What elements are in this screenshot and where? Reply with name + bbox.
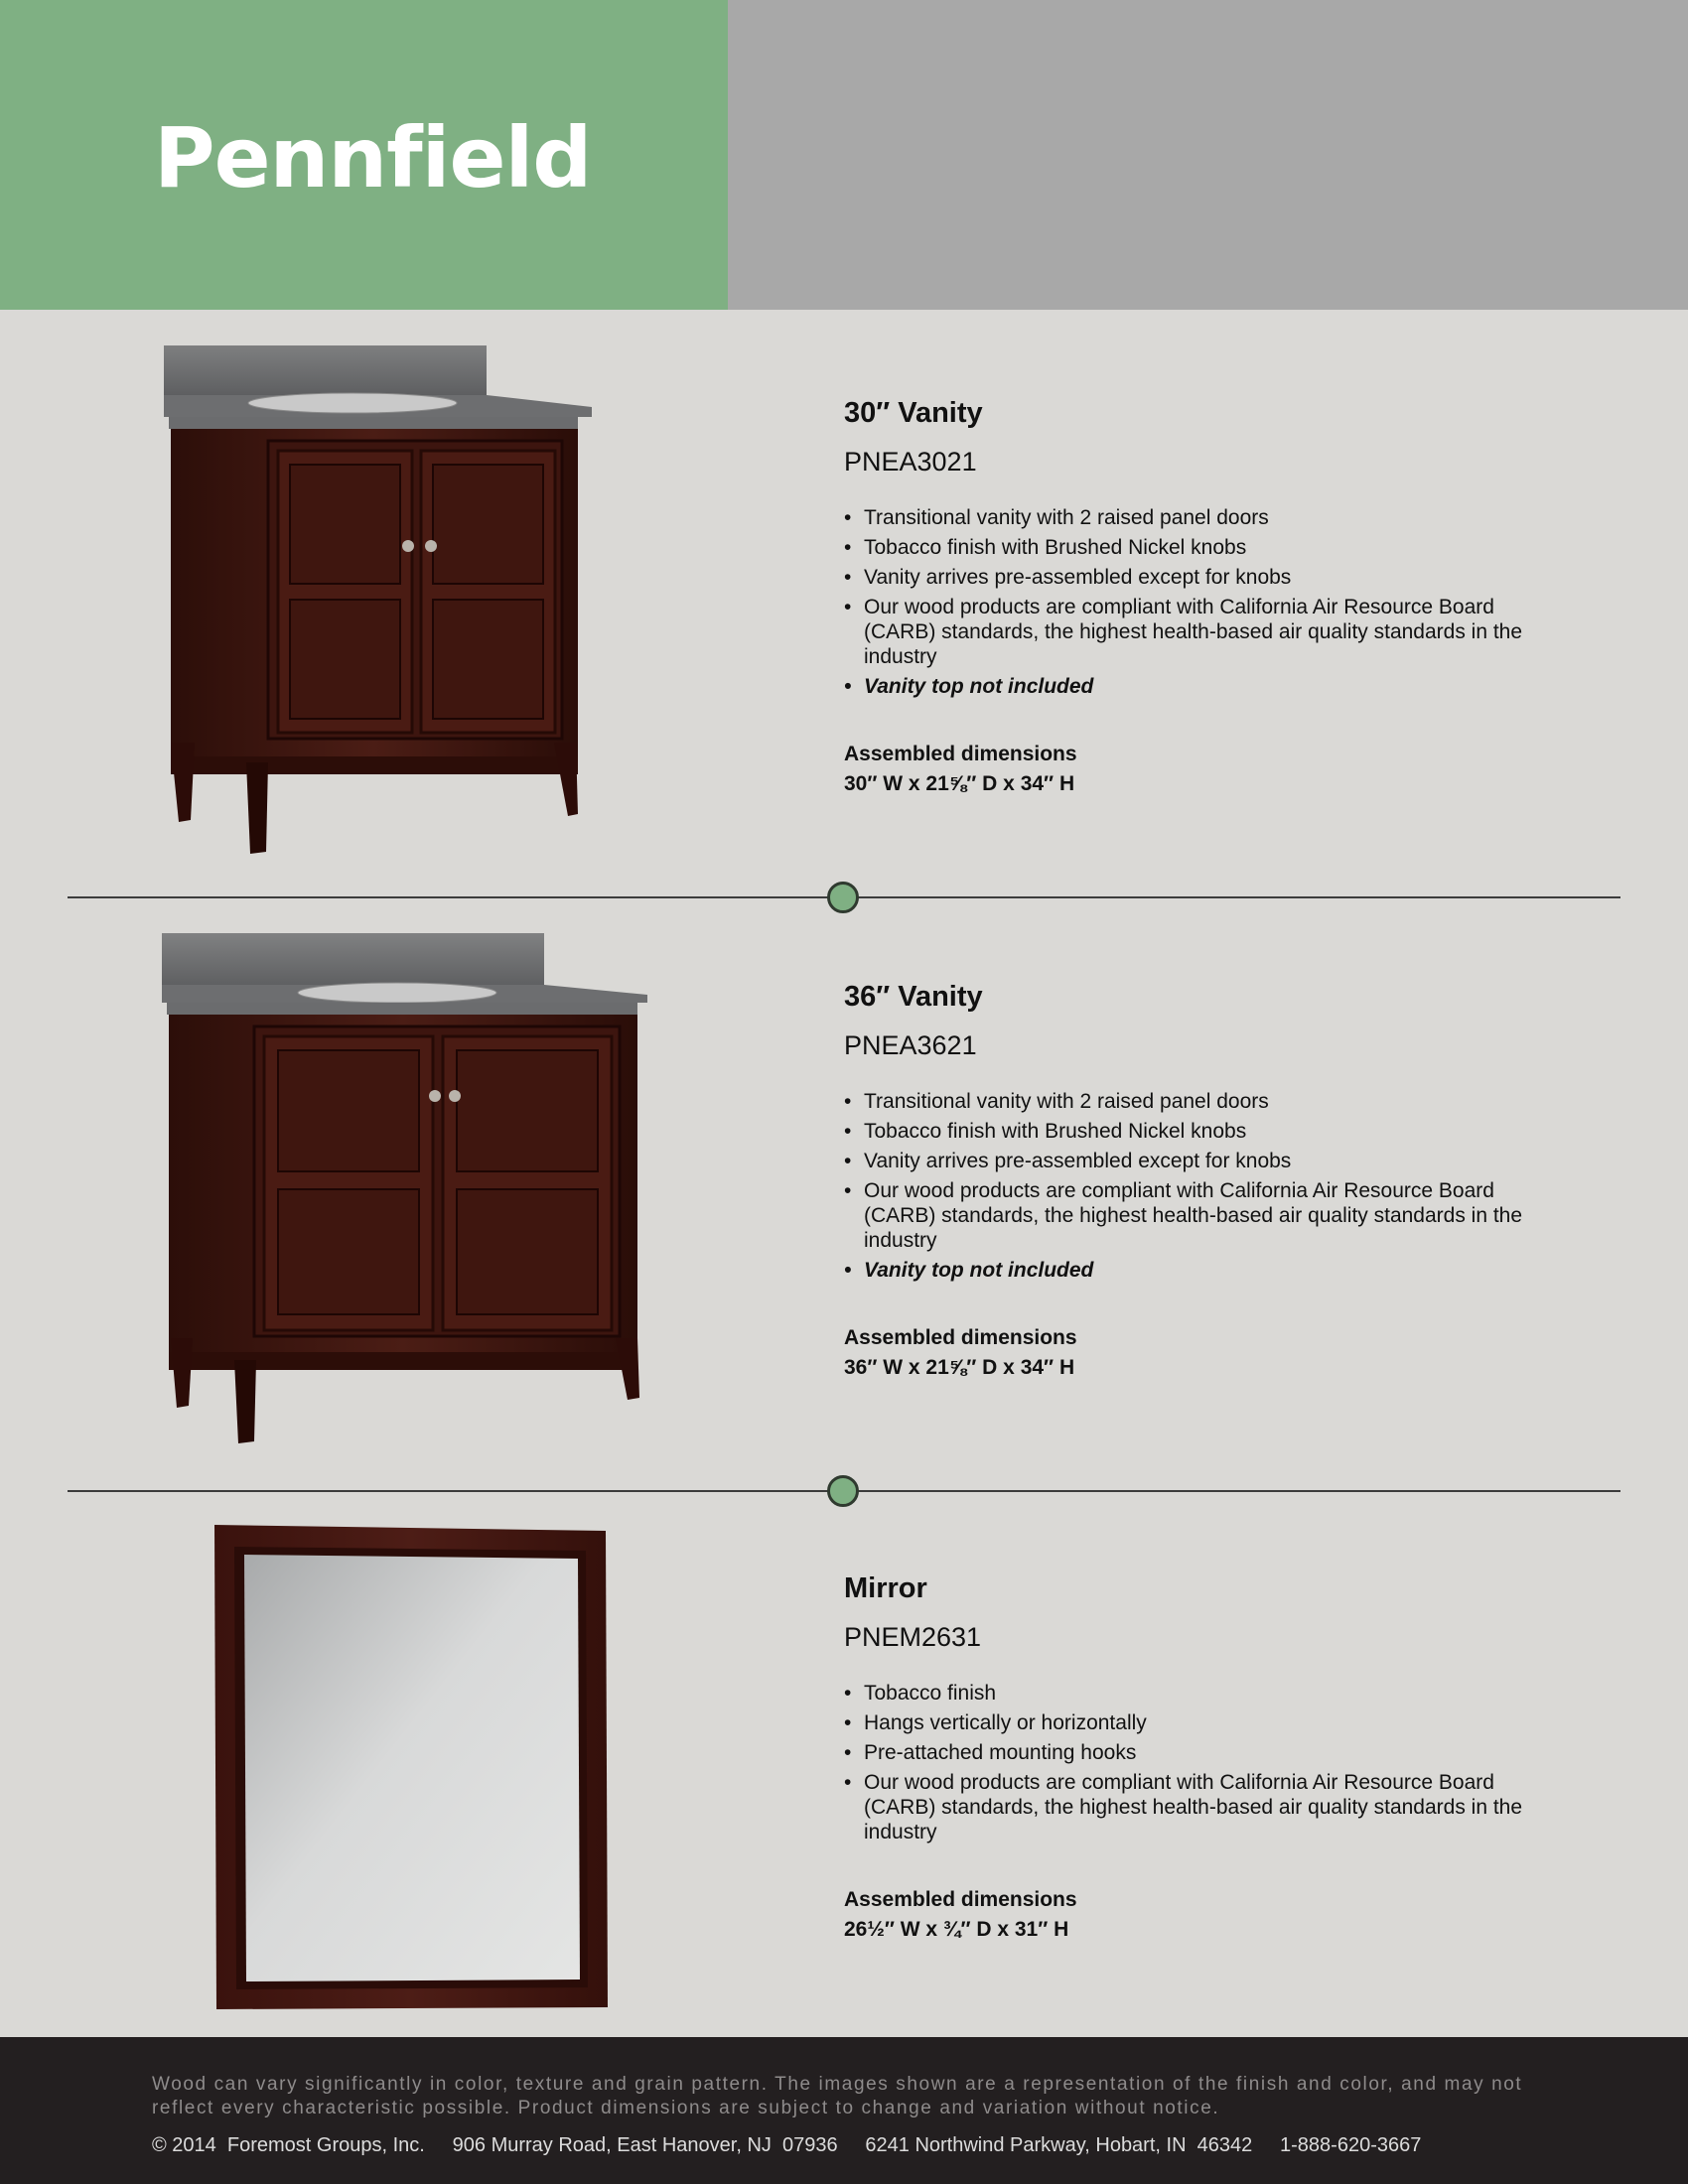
brand-title: Pennfield xyxy=(154,109,592,206)
feature-item: • Transitional vanity with 2 raised panel doors xyxy=(844,1089,1559,1114)
product-sku: PNEM2631 xyxy=(844,1622,982,1652)
header-banner xyxy=(0,0,1688,310)
product-title: 36″ Vanity xyxy=(844,981,983,1013)
divider-dot-icon xyxy=(827,882,859,913)
feature-item: • Our wood products are compliant with California Air Resource Board (CARB) standards, the highest health-based air quality standards in the industry xyxy=(844,1178,1559,1253)
feature-item: • Pre-attached mounting hooks xyxy=(844,1740,1559,1765)
footer-contact: © 2014 Foremost Groups, Inc. 906 Murray Road, East Hanover, NJ 07936 6241 Northwind Parkway, Hobart, IN 46342 1-888-620-3667 xyxy=(152,2134,1422,2156)
vanity-30-image xyxy=(159,345,596,872)
footer-disclaimer: Wood can vary significantly in color, texture and grain pattern. The images shown are a representation of the finish and color, and may not reflect every characteristic possible. Product dimensions are subject to change and variation without notice. xyxy=(152,2074,1523,2118)
feature-item: • Hangs vertically or horizontally xyxy=(844,1710,1559,1735)
feature-item: • Tobacco finish with Brushed Nickel knobs xyxy=(844,1119,1559,1144)
header-grey-panel xyxy=(728,0,1688,310)
feature-item: • Tobacco finish with Brushed Nickel knobs xyxy=(844,535,1559,560)
feature-list xyxy=(844,1089,1559,1283)
feature-list xyxy=(844,1681,1559,1844)
feature-item: • Vanity arrives pre-assembled except for knobs xyxy=(844,1149,1559,1173)
product-info xyxy=(844,397,1559,796)
dimensions-label: Assembled dimensions xyxy=(844,1326,1077,1349)
product-info xyxy=(844,1572,1559,1942)
dimensions-value: 30″ W x 21⅝″ D x 34″ H xyxy=(844,772,1075,795)
feature-item-note: • Vanity top not included xyxy=(844,1258,1559,1283)
feature-item: • Vanity arrives pre-assembled except for knobs xyxy=(844,565,1559,590)
footer xyxy=(0,2037,1688,2184)
dimensions-label: Assembled dimensions xyxy=(844,1888,1077,1911)
mirror-image xyxy=(212,1525,610,2011)
vanity-36-image xyxy=(159,933,655,1449)
feature-item: • Our wood products are compliant with California Air Resource Board (CARB) standards, the highest health-based air quality standards in the industry xyxy=(844,595,1559,669)
feature-list xyxy=(844,505,1559,699)
divider-dot-icon xyxy=(827,1475,859,1507)
product-title: Mirror xyxy=(844,1572,927,1604)
product-sku: PNEA3621 xyxy=(844,1030,977,1060)
product-sku: PNEA3021 xyxy=(844,447,977,477)
product-info xyxy=(844,981,1559,1380)
feature-item: • Our wood products are compliant with California Air Resource Board (CARB) standards, the highest health-based air quality standards in the industry xyxy=(844,1770,1559,1844)
dimensions-value: 36″ W x 21⅝″ D x 34″ H xyxy=(844,1356,1075,1379)
feature-item-note: • Vanity top not included xyxy=(844,674,1559,699)
dimensions-value: 26½″ W x ¾″ D x 31″ H xyxy=(844,1918,1069,1941)
product-title: 30″ Vanity xyxy=(844,397,983,429)
dimensions-label: Assembled dimensions xyxy=(844,743,1077,765)
feature-item: • Tobacco finish xyxy=(844,1681,1559,1706)
feature-item: • Transitional vanity with 2 raised panel doors xyxy=(844,505,1559,530)
